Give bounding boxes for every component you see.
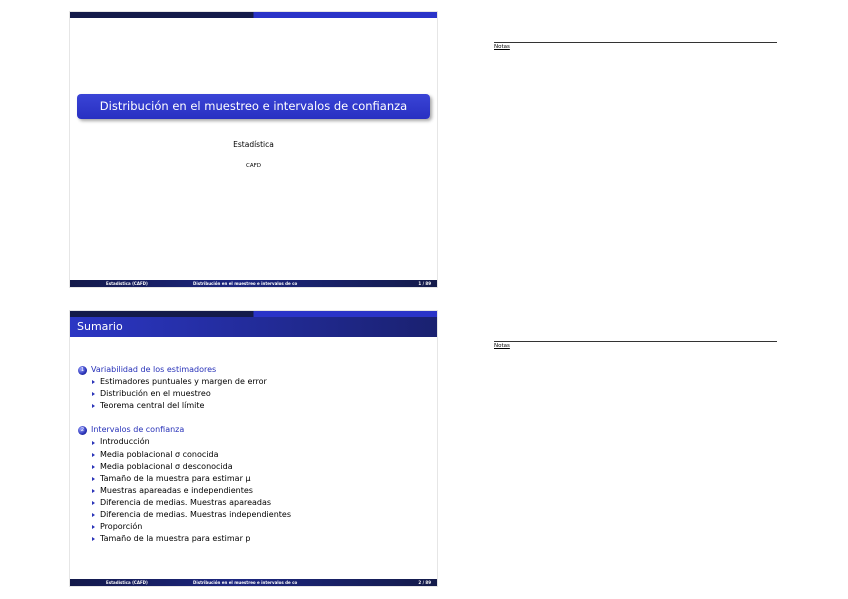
notes-line — [494, 332, 777, 349]
footer-page-number: 1 / 89 — [418, 281, 431, 286]
section-number-ball-icon: 1 — [78, 366, 87, 375]
notes-label: Notas — [494, 343, 510, 349]
toc-subsection[interactable] — [78, 509, 423, 521]
toc-subsection-label: Media poblacional σ conocida — [100, 449, 219, 459]
toc-subsection[interactable] — [78, 533, 423, 545]
bullet-triangle-icon — [92, 453, 95, 457]
footer-page-number: 2 / 89 — [418, 580, 431, 585]
slide-outline — [70, 311, 437, 586]
frame-title-text: Sumario — [77, 320, 123, 333]
section-number-ball-icon: 2 — [78, 426, 87, 435]
toc-subsection-label: Media poblacional σ desconocida — [100, 461, 233, 471]
toc-subsection[interactable] — [78, 436, 423, 448]
presentation-title: Distribución en el muestreo e intervalos de confianza — [77, 94, 430, 119]
footer-title: Distribución en el muestreo e intervalos de co — [193, 281, 298, 286]
toc-subsection[interactable] — [78, 376, 423, 388]
bullet-triangle-icon — [92, 501, 95, 505]
toc-subsection[interactable] — [78, 400, 423, 412]
presentation-subtitle: Estadística — [233, 140, 274, 149]
toc-subsection[interactable] — [78, 521, 423, 533]
toc-section[interactable] — [78, 424, 423, 436]
presentation-institute: CAFD — [245, 163, 261, 169]
bullet-triangle-icon — [92, 380, 95, 384]
toc-subsection-label: Tamaño de la muestra para estimar μ — [100, 473, 251, 483]
toc-section[interactable] — [78, 364, 423, 376]
bullet-triangle-icon — [92, 465, 95, 469]
bullet-triangle-icon — [92, 477, 95, 481]
toc-subsection-label: Distribución en el muestreo — [100, 389, 211, 399]
toc-section-title: Variabilidad de los estimadores — [91, 365, 217, 374]
toc-subsection-label: Tamaño de la muestra para estimar p — [100, 534, 251, 544]
slide-footer — [70, 280, 437, 287]
table-of-contents — [78, 364, 423, 545]
slide-top-bar — [70, 12, 437, 18]
toc-subsection[interactable] — [78, 473, 423, 485]
bullet-triangle-icon — [92, 441, 95, 445]
toc-subsection-label: Diferencia de medias. Muestras independientes — [100, 510, 291, 520]
toc-subsection-label: Diferencia de medias. Muestras apareadas — [100, 497, 272, 507]
toc-subsection[interactable] — [78, 388, 423, 400]
footer-author: Estadística (CAFD) — [106, 281, 148, 286]
slide-title-page — [70, 12, 437, 287]
toc-subsection-label: Estimadores puntuales y margen de error — [100, 377, 267, 387]
toc-subsection[interactable] — [78, 461, 423, 473]
notes-line — [494, 33, 777, 50]
toc-subsection-label: Teorema central del límite — [100, 401, 205, 411]
bullet-triangle-icon — [92, 525, 95, 529]
toc-subsection[interactable] — [78, 497, 423, 509]
slide-footer — [70, 579, 437, 586]
frame-title — [70, 317, 437, 337]
toc-subsection[interactable] — [78, 449, 423, 461]
toc-subsection-label: Proporción — [100, 522, 143, 532]
bullet-triangle-icon — [92, 404, 95, 408]
footer-title: Distribución en el muestreo e intervalos de co — [193, 580, 298, 585]
bullet-triangle-icon — [92, 392, 95, 396]
toc-subsection-label: Muestras apareadas e independientes — [100, 485, 253, 495]
notes-label: Notas — [494, 44, 510, 50]
bullet-triangle-icon — [92, 513, 95, 517]
toc-subsection[interactable] — [78, 485, 423, 497]
toc-subsection-label: Introducción — [100, 437, 150, 447]
toc-section-title: Intervalos de confianza — [91, 425, 185, 435]
bullet-triangle-icon — [92, 489, 95, 493]
bullet-triangle-icon — [92, 537, 95, 541]
footer-author: Estadística (CAFD) — [106, 580, 148, 585]
